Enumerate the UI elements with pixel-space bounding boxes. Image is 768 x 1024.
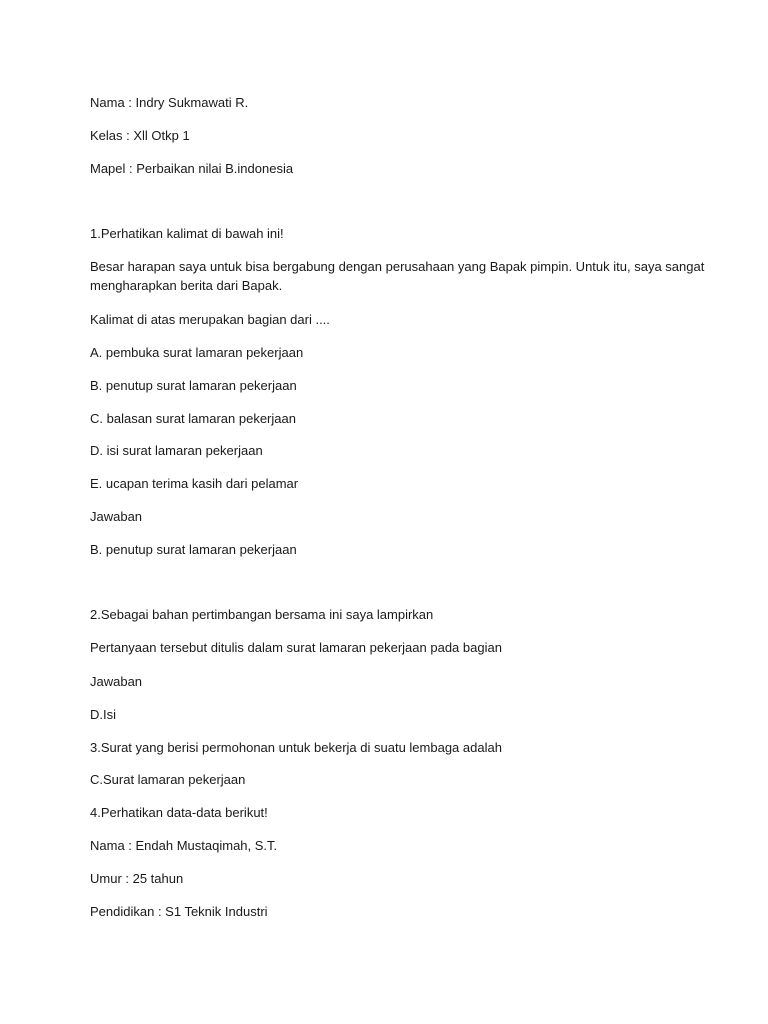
q1-option-e: E. ucapan terima kasih dari pelamar (90, 476, 299, 491)
subject: Mapel : Perbaikan nilai B.indonesia (90, 161, 294, 176)
q4-umur: Umur : 25 tahun (90, 871, 184, 886)
q3-answer: C.Surat lamaran pekerjaan (90, 772, 246, 787)
q1-passage-line-2: mengharapkan berita dari Bapak. (90, 278, 283, 293)
student-class: Kelas : Xll Otkp 1 (90, 128, 190, 143)
q4-pendidikan: Pendidikan : S1 Teknik Industri (90, 904, 268, 919)
q4-nama: Nama : Endah Mustaqimah, S.T. (90, 838, 278, 853)
q1-prompt: Kalimat di atas merupakan bagian dari .... (90, 312, 330, 327)
q1-question: 1.Perhatikan kalimat di bawah ini! (90, 226, 284, 241)
student-name: Nama : Indry Sukmawati R. (90, 95, 249, 110)
q2-answer: D.Isi (90, 707, 116, 722)
q2-answer-label: Jawaban (90, 674, 143, 689)
q3-question: 3.Surat yang berisi permohonan untuk bekerja di suatu lembaga adalah (90, 740, 502, 755)
q1-answer-label: Jawaban (90, 509, 143, 524)
q2-prompt: Pertanyaan tersebut ditulis dalam surat lamaran pekerjaan pada bagian (90, 640, 502, 655)
q1-option-d: D. isi surat lamaran pekerjaan (90, 443, 263, 458)
q4-question: 4.Perhatikan data-data berikut! (90, 805, 268, 820)
q1-option-c: C. balasan surat lamaran pekerjaan (90, 411, 296, 426)
q1-answer: B. penutup surat lamaran pekerjaan (90, 542, 297, 557)
q2-question: 2.Sebagai bahan pertimbangan bersama ini saya lampirkan (90, 607, 434, 622)
q1-option-a: A. pembuka surat lamaran pekerjaan (90, 345, 304, 360)
q1-passage-line-1: Besar harapan saya untuk bisa bergabung dengan perusahaan yang Bapak pimpin. Untuk itu, saya sangat (90, 259, 705, 274)
q1-option-b: B. penutup surat lamaran pekerjaan (90, 378, 297, 393)
